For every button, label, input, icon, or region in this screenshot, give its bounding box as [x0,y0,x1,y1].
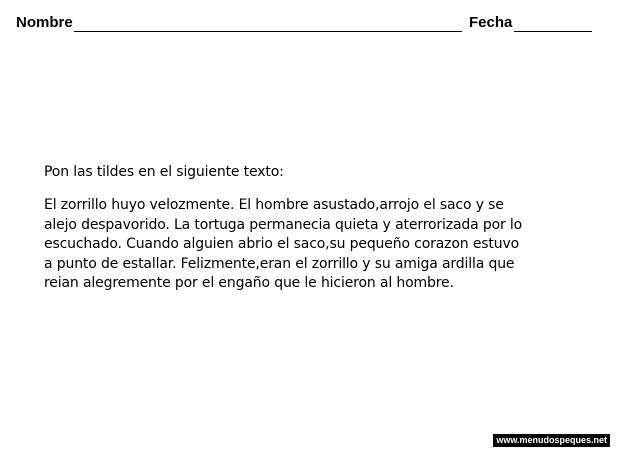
passage-line: El zorrillo huyo velozmente. El hombre asustado,arrojo el saco y se [44,197,504,213]
date-blank-line [514,31,592,32]
passage-line: a punto de estallar. Felizmente,eran el zorrillo y su amiga ardilla que [44,255,515,272]
date-label: Fecha [469,14,513,31]
passage [44,196,584,294]
name-label: Nombre [16,14,73,31]
name-blank-line [74,31,462,32]
passage-line: escuchado. Cuando alguien abrio el saco,su pequeño corazon estuvo [44,236,520,253]
worksheet-body [44,163,584,294]
site-watermark: www.menudospeques.net [493,434,610,447]
instruction-text: Pon las tildes en el siguiente texto: [44,164,284,180]
passage-line: reian alegremente por el engaño que le hicieron al hombre. [44,275,454,292]
passage-line: alejo despavorido. La tortuga permanecia quieta y aterrorizada por lo [44,216,523,233]
worksheet-header [16,12,596,34]
